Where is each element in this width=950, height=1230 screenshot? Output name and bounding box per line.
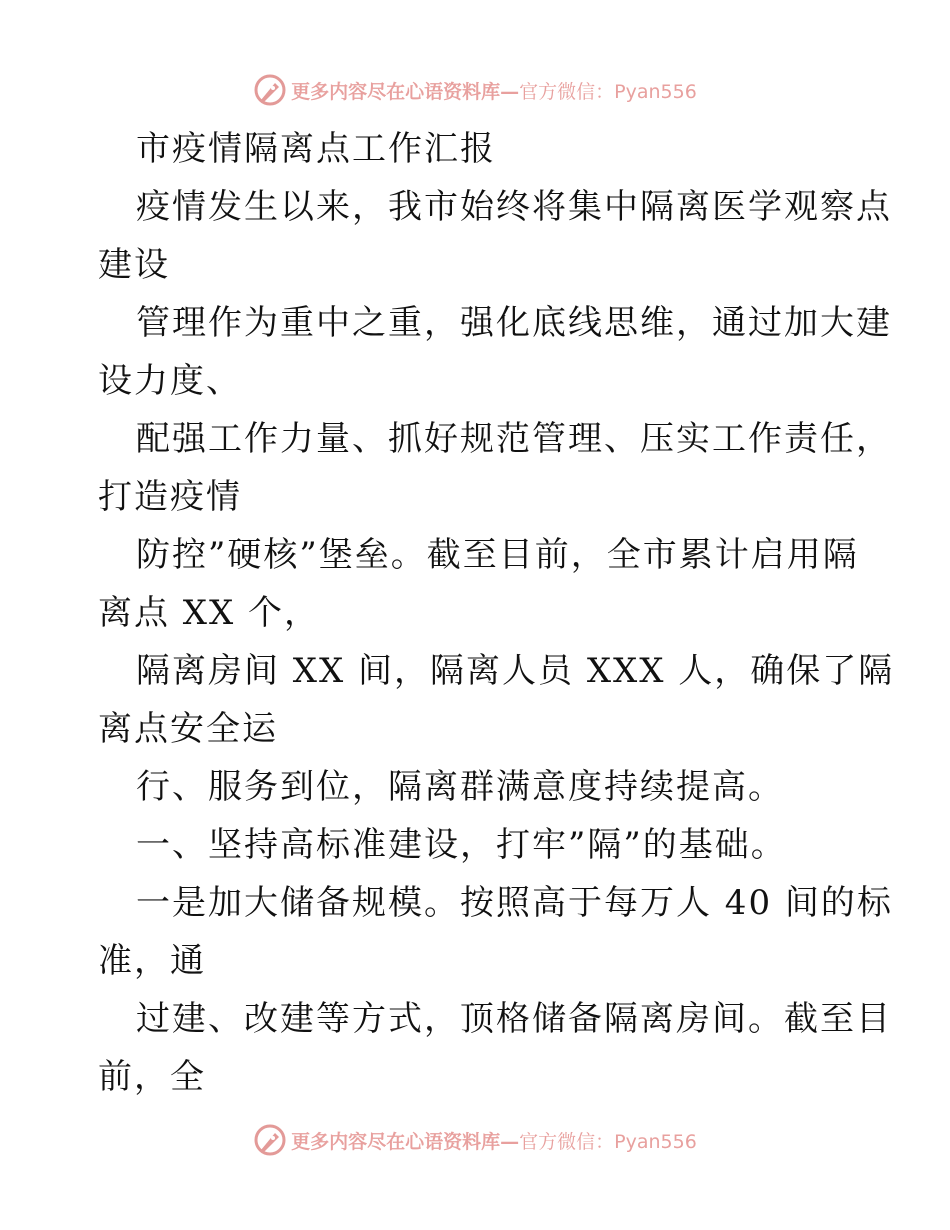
document-body (98, 120, 895, 1106)
section-heading: 一、坚持高标准建设，打牢”隔”的基础。 (136, 825, 787, 865)
pen-nib-logo-icon (253, 73, 287, 107)
text-line: 配强工作力量、抓好规范管理、压实工作责任， (136, 419, 892, 459)
text-line: 设力度、 (98, 361, 242, 401)
text-line: 准，通 (98, 941, 206, 981)
text-line: 隔离房间 XX 间，隔离人员 XXX 人，确保了隔 (136, 651, 895, 691)
text-line: 离点 XX 个， (98, 593, 321, 633)
text-line: 前，全 (98, 1057, 206, 1097)
text-line: 行、服务到位，隔离群满意度持续提高。 (136, 767, 784, 807)
text-line: 一是加大储备规模。按照高于每万人 40 间的标 (136, 883, 893, 923)
text-line: 建设 (98, 245, 170, 285)
watermark-wechat: 官方微信：Pyan556 (519, 1130, 697, 1153)
watermark-slogan: 更多内容尽在心语资料库— (291, 80, 520, 103)
watermark-slogan: 更多内容尽在心语资料库— (291, 1130, 520, 1153)
watermark-footer (0, 1120, 950, 1160)
text-line: 疫情发生以来，我市始终将集中隔离医学观察点 (136, 187, 892, 227)
pen-nib-logo-icon (253, 1123, 287, 1157)
text-line: 管理作为重中之重，强化底线思维，通过加大建 (136, 303, 892, 343)
text-line: 离点安全运 (98, 709, 278, 749)
text-line: 打造疫情 (98, 477, 242, 517)
watermark-header (0, 70, 950, 110)
watermark-wechat: 官方微信：Pyan556 (519, 80, 697, 103)
document-title: 市疫情隔离点工作汇报 (136, 129, 496, 169)
text-line: 过建、改建等方式，顶格储备隔离房间。截至目 (136, 999, 892, 1039)
text-line: 防控”硬核”堡垒。截至目前，全市累计启用隔 (136, 535, 859, 575)
